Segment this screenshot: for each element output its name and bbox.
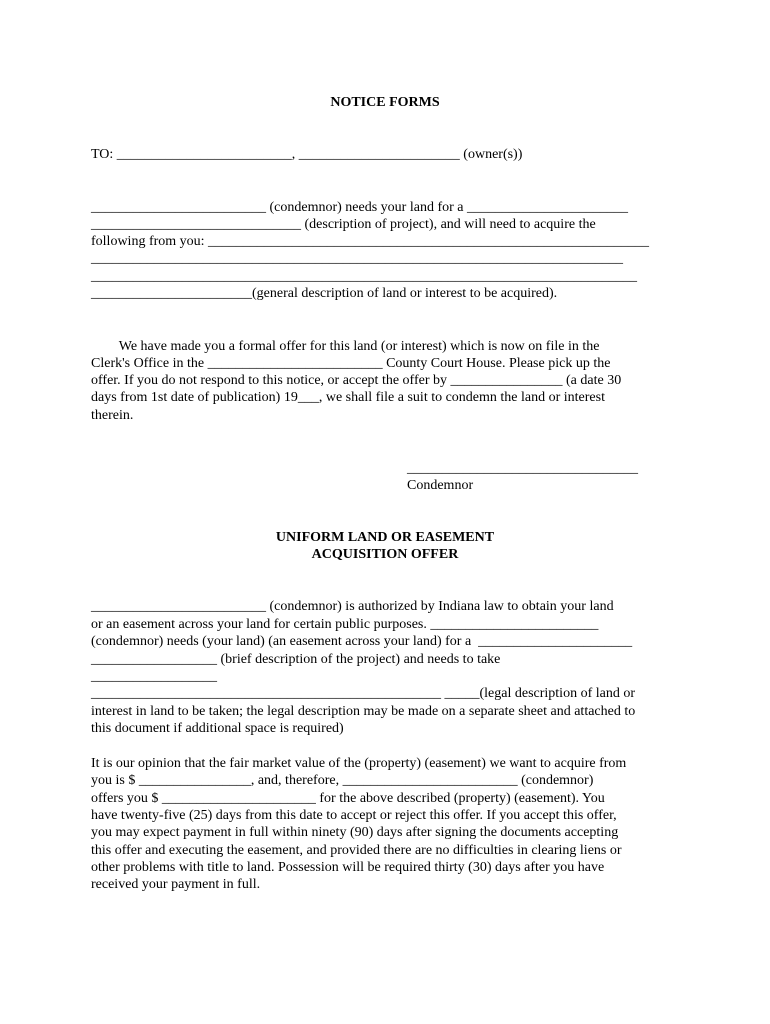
- authorization-line: __________________: [91, 669, 217, 684]
- opinion-line: other problems with title to land. Possession will be required thirty (30) days after you have: [91, 860, 605, 875]
- project-line: _______________________(general description of land or interest to be acquired).: [91, 286, 558, 301]
- authorization-line: __________________ (brief description of the project) and needs to take: [91, 652, 501, 667]
- authorization-line: this document if additional space is required): [91, 721, 344, 736]
- opinion-line: It is our opinion that the fair market value of the (property) (easement) we want to acquire from: [91, 756, 627, 771]
- to-line: TO: _________________________, _______________________ (owner(s)): [91, 147, 523, 162]
- uniform-offer-title-line-2: ACQUISITION OFFER: [311, 547, 459, 562]
- authorization-line: __________________________________________________ _____(legal description of land or: [91, 686, 636, 701]
- opinion-line: you is $ ________________, and, therefore, _________________________ (condemnor): [91, 773, 594, 788]
- offer-line: We have made you a formal offer for this land (or interest) which is now on file in the: [91, 339, 600, 354]
- project-line: following from you: _______________________________________________________________: [91, 234, 650, 249]
- authorization-line: or an easement across your land for certain public purposes. ________________________: [91, 617, 599, 632]
- offer-line: Clerk's Office in the _________________________ County Court House. Please pick up the: [91, 356, 611, 371]
- project-line: ______________________________________________________________________________: [91, 269, 637, 284]
- notice-forms-title: NOTICE FORMS: [330, 95, 440, 110]
- opinion-line: you may expect payment in full within ninety (90) days after signing the documents accepting: [91, 825, 619, 840]
- project-line: ______________________________ (description of project), and will need to acquire the: [91, 217, 596, 232]
- opinion-line: have twenty-five (25) days from this date to accept or reject this offer. If you accept this offer,: [91, 808, 617, 823]
- opinion-line: offers you $ ______________________ for the above described (property) (easement). You: [91, 791, 605, 806]
- offer-line: therein.: [91, 408, 134, 423]
- signature-label: Condemnor: [407, 478, 474, 493]
- project-line: ____________________________________________________________________________: [91, 251, 623, 266]
- opinion-line: this offer and executing the easement, and provided there are no difficulties in clearing liens or: [91, 843, 622, 858]
- opinion-line: received your payment in full.: [91, 877, 261, 892]
- offer-line: offer. If you do not respond to this notice, or accept the offer by ________________ (a date 30: [91, 373, 622, 388]
- offer-line: days from 1st date of publication) 19___, we shall file a suit to condemn the land or interest: [91, 390, 605, 405]
- authorization-line: (condemnor) needs (your land) (an easement across your land) for a ______________________: [91, 634, 633, 649]
- authorization-line: _________________________ (condemnor) is authorized by Indiana law to obtain your land: [91, 599, 614, 614]
- signature-line: _________________________________: [407, 461, 638, 476]
- authorization-line: interest in land to be taken; the legal description may be made on a separate sheet and attached to: [91, 704, 636, 719]
- uniform-offer-title-line-1: UNIFORM LAND OR EASEMENT: [275, 530, 495, 545]
- project-line: _________________________ (condemnor) needs your land for a _______________________: [91, 200, 628, 215]
